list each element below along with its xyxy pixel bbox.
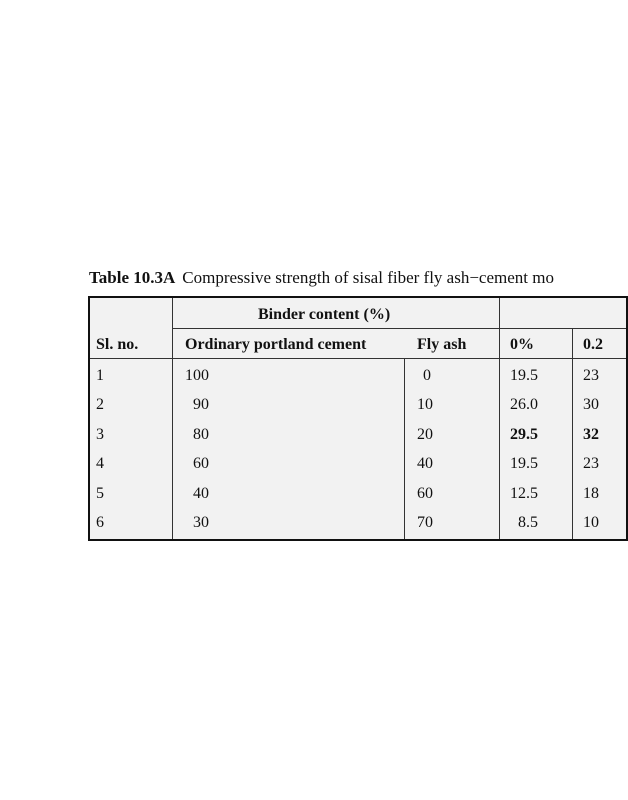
cell-sl: 4 [96, 455, 104, 472]
header-fly-ash: Fly ash [417, 336, 467, 353]
cell-fly-ash: 40 [417, 455, 433, 472]
cell-opc: 90 [193, 396, 209, 413]
cell-opc: 100 [185, 367, 209, 384]
table-caption-text: Compressive strength of sisal fiber fly ash−cement mo [182, 268, 554, 287]
cell-fly-ash: 20 [417, 426, 433, 443]
cell-opc: 30 [193, 514, 209, 531]
cell-fiber-1: 23 [583, 455, 599, 472]
group-header-rule [499, 328, 626, 329]
column-divider [499, 298, 500, 539]
cell-fiber-1: 30 [583, 396, 599, 413]
cell-sl: 1 [96, 367, 104, 384]
cell-fiber-1-highlight: 32 [583, 426, 599, 443]
cell-sl: 6 [96, 514, 104, 531]
cell-fly-ash: 10 [417, 396, 433, 413]
cell-fiber-0: 12.5 [510, 485, 538, 502]
cell-opc: 80 [193, 426, 209, 443]
cell-fiber-1: 23 [583, 367, 599, 384]
cell-fiber-0-highlight: 29.5 [510, 426, 538, 443]
cell-fiber-0: 8.5 [518, 514, 538, 531]
column-divider [572, 328, 573, 539]
header-opc: Ordinary portland cement [185, 336, 367, 353]
cell-fly-ash: 0 [423, 367, 431, 384]
column-divider [172, 298, 173, 539]
header-fiber-1: 0.2 [583, 336, 603, 353]
header-sl-no: Sl. no. [96, 336, 139, 353]
cell-fiber-1: 10 [583, 514, 599, 531]
cell-fiber-0: 19.5 [510, 455, 538, 472]
cell-sl: 2 [96, 396, 104, 413]
header-fiber-0: 0% [510, 336, 534, 353]
cell-opc: 40 [193, 485, 209, 502]
table-caption [89, 268, 554, 288]
cell-fiber-0: 19.5 [510, 367, 538, 384]
table-caption-label: Table 10.3A [89, 268, 176, 287]
cell-opc: 60 [193, 455, 209, 472]
group-header-rule [172, 328, 499, 329]
data-table [88, 296, 628, 541]
cell-fly-ash: 60 [417, 485, 433, 502]
header-rule [90, 358, 626, 359]
cell-fiber-1: 18 [583, 485, 599, 502]
cell-fiber-0: 26.0 [510, 396, 538, 413]
cell-sl: 3 [96, 426, 104, 443]
cell-sl: 5 [96, 485, 104, 502]
cell-fly-ash: 70 [417, 514, 433, 531]
group-header-binder-content: Binder content (%) [258, 306, 391, 323]
column-divider [404, 358, 405, 539]
